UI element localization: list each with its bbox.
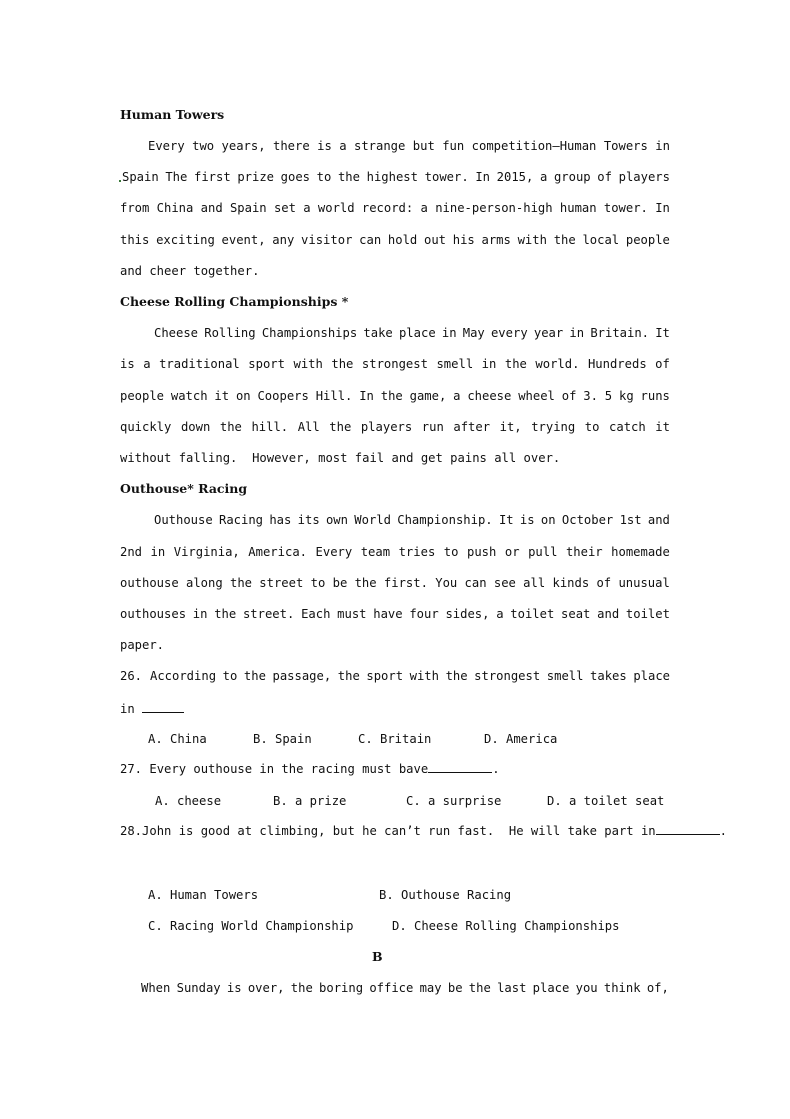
word: Spain — [229, 201, 267, 215]
word: toilet — [625, 607, 670, 621]
word: team — [360, 545, 391, 559]
word: four — [409, 607, 439, 621]
word: exciting — [156, 233, 215, 247]
word: sport — [248, 357, 285, 371]
word: unusual — [618, 576, 670, 590]
word: 2nd — [120, 545, 143, 559]
paragraph-line — [120, 419, 670, 435]
word: Hundreds — [587, 357, 647, 371]
word: with — [293, 357, 323, 371]
word: record: — [361, 201, 414, 215]
word: In — [475, 170, 490, 184]
word: a — [420, 201, 428, 215]
word: visitor — [301, 233, 353, 247]
word: can — [359, 233, 382, 247]
word: a — [539, 170, 548, 184]
word: after — [453, 420, 491, 434]
word: it, — [499, 420, 522, 434]
paragraph-line — [122, 169, 670, 185]
word: 2015, — [496, 170, 534, 184]
word: you — [575, 981, 598, 995]
question-text — [150, 668, 670, 684]
word: to — [222, 669, 238, 683]
word: place — [633, 669, 670, 683]
word: years, — [221, 139, 266, 153]
paragraph-line: without falling. However, most fail and get pains all over. — [120, 451, 561, 465]
word: nine-person-high — [435, 201, 553, 215]
question-26 — [120, 668, 670, 684]
word: America. — [248, 545, 307, 559]
word: world. — [535, 357, 580, 371]
word: hill. — [251, 420, 289, 434]
word: runs — [640, 389, 670, 403]
word: this — [120, 233, 150, 247]
word: of — [655, 357, 670, 371]
edit-mark — [119, 180, 121, 182]
word: 5 — [604, 389, 613, 403]
word: of — [596, 576, 612, 590]
word: In — [655, 201, 670, 215]
option-a[interactable]: A. cheese — [155, 794, 222, 808]
word: sport — [366, 669, 404, 683]
question-number: 26. — [120, 669, 143, 683]
word: Championships — [261, 326, 358, 340]
word: the — [229, 576, 252, 590]
word: Britain. — [590, 326, 650, 340]
word: sides, — [445, 607, 490, 621]
word: seat — [561, 607, 591, 621]
word: its — [297, 513, 320, 527]
paragraph-line — [120, 356, 670, 372]
word: 1st — [619, 513, 642, 527]
option-d[interactable]: D. America — [484, 732, 558, 746]
word: of — [597, 170, 612, 184]
word: have — [373, 607, 403, 621]
word: prize — [237, 170, 274, 184]
word: all — [523, 576, 546, 590]
word: It — [655, 326, 670, 340]
word: strongest — [474, 669, 541, 683]
word: the — [219, 420, 242, 434]
word: toilet — [510, 607, 555, 621]
word: own — [325, 513, 348, 527]
word: the — [337, 170, 360, 184]
word: boring — [319, 981, 364, 995]
word: Racing — [219, 513, 264, 527]
word: Championship. — [397, 513, 493, 527]
word: strongest — [361, 357, 428, 371]
word: a — [303, 201, 311, 215]
word: to — [443, 545, 459, 559]
word: two — [192, 139, 215, 153]
word: cheese — [467, 389, 512, 403]
word: run — [421, 420, 444, 434]
word: has — [269, 513, 292, 527]
word: their — [565, 545, 603, 559]
word: any — [272, 233, 295, 247]
question-number: 27. — [120, 762, 143, 776]
paragraph-line — [120, 544, 670, 560]
question-26-line2 — [120, 700, 184, 717]
option-b[interactable]: B. a prize — [273, 794, 347, 808]
answer-blank[interactable] — [656, 822, 720, 835]
word: to — [310, 576, 326, 590]
section-b-label: B — [372, 949, 383, 964]
word: a — [143, 357, 151, 371]
word: outhouse — [120, 576, 179, 590]
word: You — [435, 576, 458, 590]
option-c[interactable]: C. Britain — [358, 732, 432, 746]
word: of — [561, 389, 577, 403]
question-text: Every outhouse in the racing must bave — [149, 762, 429, 776]
word: there — [273, 139, 310, 153]
paragraph-line — [120, 388, 670, 404]
word: to — [316, 170, 332, 184]
word: Hill. — [315, 389, 353, 403]
word: May — [462, 326, 485, 340]
word: and — [597, 607, 620, 621]
word: fun — [442, 139, 465, 153]
word: from — [120, 201, 150, 215]
word: street — [259, 576, 304, 590]
word: Outhouse — [154, 513, 213, 527]
word: place — [532, 981, 570, 995]
option-a[interactable]: A. Human Towers — [148, 888, 259, 902]
word: Towers — [603, 139, 648, 153]
option-c[interactable]: C. a surprise — [406, 794, 502, 808]
word: pull — [528, 545, 558, 559]
word: see — [493, 576, 516, 590]
word: in — [192, 607, 208, 621]
answer-blank[interactable] — [142, 700, 184, 713]
word: take — [363, 326, 393, 340]
word: October — [561, 513, 614, 527]
word: the — [445, 669, 468, 683]
paragraph-line — [120, 200, 670, 216]
word: Sunday — [176, 981, 221, 995]
paragraph-line — [120, 232, 670, 248]
word: or — [504, 545, 520, 559]
paragraph-line — [148, 138, 670, 154]
word: players — [618, 170, 670, 184]
word: traditional — [159, 357, 240, 371]
option-b[interactable]: B. Spain — [253, 732, 312, 746]
word: outhouses — [120, 607, 187, 621]
paragraph-line: and cheer together. — [120, 264, 260, 278]
word: passage, — [272, 669, 332, 683]
word: It — [498, 513, 514, 527]
word: can — [464, 576, 487, 590]
word: competition—Human — [471, 139, 597, 153]
word: smell — [436, 357, 474, 371]
word: watch — [170, 389, 208, 403]
word: Every — [148, 139, 185, 153]
word: game, — [409, 389, 447, 403]
section-title-cheese-rolling: Cheese Rolling Championships * — [120, 294, 349, 309]
word: tries — [398, 545, 436, 559]
question-text: John is good at climbing, but he can’t run fast. He will take part in — [142, 824, 656, 838]
word: people — [625, 233, 670, 247]
paragraph-line — [141, 980, 669, 996]
word: tower. — [424, 170, 469, 184]
word: event, — [221, 233, 266, 247]
word: All — [297, 420, 320, 434]
word: China — [156, 201, 194, 215]
word: the — [243, 669, 266, 683]
word: along — [186, 576, 223, 590]
word: the — [553, 233, 576, 247]
word: human — [559, 201, 597, 215]
word: may — [419, 981, 442, 995]
word: think — [603, 981, 641, 995]
word: with — [517, 233, 547, 247]
word: the — [380, 389, 403, 403]
word: When — [141, 981, 171, 995]
word: According — [150, 669, 217, 683]
word: place — [398, 326, 436, 340]
paragraph-line — [120, 575, 670, 591]
option-b[interactable]: B. Outhouse Racing — [379, 888, 512, 902]
word: on — [540, 513, 556, 527]
word: people — [120, 389, 165, 403]
word: over, — [247, 981, 285, 995]
section-title-outhouse-racing: Outhouse* Racing — [120, 481, 248, 496]
word: a — [496, 607, 504, 621]
word: In — [359, 389, 374, 403]
word: down — [180, 420, 211, 434]
word: but — [412, 139, 435, 153]
word: a — [453, 389, 461, 403]
word: is — [519, 513, 535, 527]
question-28 — [120, 822, 727, 839]
word: the — [290, 981, 313, 995]
word: first. — [383, 576, 428, 590]
word: of, — [646, 981, 669, 995]
word: is — [317, 139, 332, 153]
word: the — [354, 576, 377, 590]
word: Virginia, — [173, 545, 240, 559]
word: takes — [590, 669, 627, 683]
word: local — [582, 233, 620, 247]
question-number: 28. — [120, 824, 143, 838]
word: first — [193, 170, 231, 184]
word: the — [337, 669, 360, 683]
word: Every — [315, 545, 353, 559]
word: World — [354, 513, 391, 527]
word: hold — [387, 233, 418, 247]
word: wheel — [518, 389, 555, 403]
word: smell — [546, 669, 584, 683]
word: last — [497, 981, 527, 995]
word: kinds — [552, 576, 590, 590]
option-d[interactable]: D. a toilet seat — [547, 794, 665, 808]
word: the — [331, 357, 354, 371]
word: year — [533, 326, 564, 340]
word: a — [339, 139, 347, 153]
word: is — [120, 357, 135, 371]
word: Coopers — [257, 389, 309, 403]
word: the — [468, 981, 491, 995]
word: with — [409, 669, 439, 683]
word: in — [569, 326, 585, 340]
word: it — [655, 420, 670, 434]
question-end: . — [719, 824, 727, 838]
word: catch — [609, 420, 646, 434]
word: is — [226, 981, 242, 995]
word: to — [584, 420, 600, 434]
word: kg — [618, 389, 634, 403]
word: office — [369, 981, 414, 995]
word: The — [165, 170, 188, 184]
option-d[interactable]: D. Cheese Rolling Championships — [392, 919, 620, 933]
word: the — [214, 607, 237, 621]
word: be — [447, 981, 463, 995]
paragraph-line — [154, 325, 670, 341]
word: every — [490, 326, 528, 340]
word: strange — [353, 139, 406, 153]
word: players — [360, 420, 413, 434]
word: the — [504, 357, 527, 371]
question-end: . — [492, 762, 500, 776]
word: goes — [280, 170, 310, 184]
word: homemade — [611, 545, 670, 559]
word: push — [467, 545, 497, 559]
word: tower. — [603, 201, 648, 215]
option-a[interactable]: A. China — [148, 732, 207, 746]
word: must — [337, 607, 367, 621]
word: his — [452, 233, 475, 247]
word: trying — [531, 420, 576, 434]
paragraph-line — [120, 606, 670, 622]
option-c[interactable]: C. Racing World Championship — [148, 919, 354, 933]
word: and — [647, 513, 670, 527]
answer-blank[interactable] — [428, 760, 492, 773]
question-27 — [120, 760, 500, 777]
word: be — [332, 576, 348, 590]
word: arms — [481, 233, 511, 247]
word: in — [150, 545, 166, 559]
word: Cheese — [154, 326, 199, 340]
word: world — [317, 201, 355, 215]
word: Spain — [122, 170, 159, 184]
word: and — [200, 201, 223, 215]
word: in — [441, 326, 457, 340]
word: in — [481, 357, 497, 371]
word: on — [235, 389, 251, 403]
word: Rolling — [204, 326, 256, 340]
word: street. — [242, 607, 295, 621]
paragraph-line — [154, 512, 670, 528]
word: in — [655, 139, 670, 153]
word: the — [329, 420, 352, 434]
word: quickly — [120, 420, 172, 434]
question-text: in — [120, 702, 135, 716]
word: it — [214, 389, 230, 403]
word: 3. — [583, 389, 598, 403]
word: set — [273, 201, 296, 215]
paragraph-line: paper. — [120, 638, 165, 652]
word: group — [553, 170, 591, 184]
word: highest — [366, 170, 418, 184]
section-title-human-towers: Human Towers — [120, 107, 225, 122]
word: out — [424, 233, 447, 247]
word: Each — [301, 607, 331, 621]
